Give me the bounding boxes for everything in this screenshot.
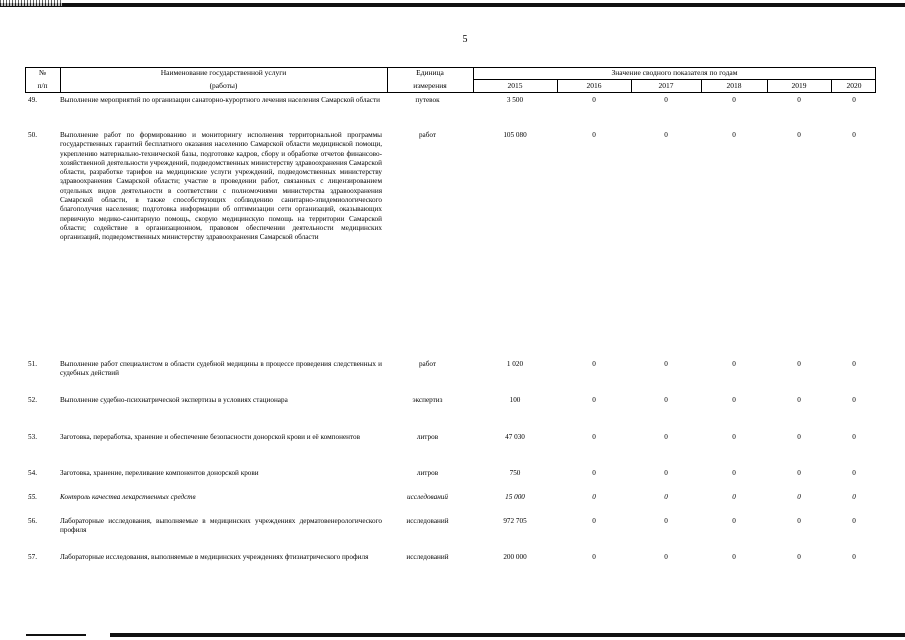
header-name-sub: (работы) <box>209 81 238 90</box>
value-2019: 0 <box>797 553 801 561</box>
value-2018: 0 <box>732 517 736 525</box>
value-2018: 0 <box>732 360 736 368</box>
value-2015: 47 030 <box>505 433 525 441</box>
value-2016: 0 <box>592 396 596 404</box>
value-2017: 0 <box>664 360 668 368</box>
value-2017: 0 <box>664 469 668 477</box>
page-number: 5 <box>462 34 468 45</box>
scan-bottom-edge <box>0 633 905 640</box>
value-2017: 0 <box>664 493 668 501</box>
header-unit: Единица <box>416 68 444 77</box>
row-number: 50. <box>28 131 37 139</box>
service-name: Лабораторные исследования, выполняемые в медицинских учреждениях дерматовенерологического профиля <box>60 517 382 535</box>
value-2017: 0 <box>664 96 668 104</box>
value-2016: 0 <box>592 553 596 561</box>
value-2020: 0 <box>852 360 856 368</box>
value-2019: 0 <box>797 433 801 441</box>
value-2019: 0 <box>797 469 801 477</box>
row-number: 53. <box>28 433 37 441</box>
row-number: 57. <box>28 553 37 561</box>
value-2018: 0 <box>732 493 736 501</box>
value-2016: 0 <box>592 131 596 139</box>
row-number: 49. <box>28 96 37 104</box>
value-2016: 0 <box>592 493 596 501</box>
value-2017: 0 <box>664 433 668 441</box>
value-2019: 0 <box>797 96 801 104</box>
unit: путевок <box>415 96 440 104</box>
value-2018: 0 <box>732 396 736 404</box>
row-number: 56. <box>28 517 37 525</box>
unit: литров <box>416 433 439 441</box>
value-2018: 0 <box>732 553 736 561</box>
header-name: Наименование государственной услуги <box>160 68 287 77</box>
value-2019: 0 <box>797 493 801 501</box>
value-2016: 0 <box>592 360 596 368</box>
header-values-title: Значение сводного показателя по годам <box>611 68 738 77</box>
row-number: 52. <box>28 396 37 404</box>
table-header <box>25 67 876 94</box>
value-2015: 750 <box>509 469 521 477</box>
unit: исследований <box>406 553 449 561</box>
service-name: Выполнение судебно-психиатрической экспертизы в условиях стационара <box>60 396 288 404</box>
value-2015: 200 000 <box>503 553 527 561</box>
header-num: № <box>38 68 47 77</box>
value-2015: 105 080 <box>503 131 527 139</box>
value-2020: 0 <box>852 396 856 404</box>
year-2016: 2016 <box>586 81 602 90</box>
value-2018: 0 <box>732 96 736 104</box>
value-2019: 0 <box>797 517 801 525</box>
unit: работ <box>418 360 437 368</box>
value-2020: 0 <box>852 493 856 501</box>
value-2019: 0 <box>797 396 801 404</box>
value-2015: 100 <box>509 396 521 404</box>
year-2019: 2019 <box>791 81 807 90</box>
value-2020: 0 <box>852 131 856 139</box>
value-2016: 0 <box>592 469 596 477</box>
row-number: 55. <box>28 493 37 501</box>
value-2015: 15 000 <box>505 493 525 501</box>
service-name: Заготовка, хранение, переливание компонентов донорской крови <box>60 469 259 477</box>
unit: работ <box>418 131 437 139</box>
value-2020: 0 <box>852 553 856 561</box>
service-name: Заготовка, переработка, хранение и обеспечение безопасности донорской крови и её компонентов <box>60 433 361 441</box>
value-2018: 0 <box>732 131 736 139</box>
year-2015: 2015 <box>507 81 523 90</box>
service-name: Лабораторные исследования, выполняемые в медицинских учреждениях фтизиатрического профиля <box>60 553 369 561</box>
value-2015: 1 020 <box>506 360 524 368</box>
value-2016: 0 <box>592 517 596 525</box>
year-2017: 2017 <box>658 81 674 90</box>
unit: исследований <box>406 517 449 525</box>
value-2016: 0 <box>592 96 596 104</box>
value-2018: 0 <box>732 469 736 477</box>
value-2020: 0 <box>852 517 856 525</box>
service-name: Выполнение работ по формированию и мониторингу исполнения территориальной программы государственных гарантий бесплатного оказания населению Самарской области медицинской помощи, укреплению материально-технической базы, подготовке кадров, сбору и обработке отчетов финансово-хозяйственной деятельности учреждений, подведомственных министерству здравоохранения Самарской области, разработке тарифов на медицинские услуги учреждений, подведомственных министерству здравоохранения Самарской области; участие в проведении работ, связанных с лицензированием отдельных видов деятельности в соответствии с полномочиями министерства здравоохранения Самарской области, в также способствующих соблюдению санитарно-эпидемиологического благополучия населения; подготовка информации об оптимизации сети организаций, оказывающих первичную медико-санитарную помощь, скорую медицинскую помощь на территории Самарской области; содействие в организационном, правовом обеспечении деятельности медицинских организаций, подведомственных министерству здравоохранения Самарской области <box>60 131 382 242</box>
header-num-sub: п/п <box>37 81 48 90</box>
unit: исследований <box>407 493 448 501</box>
row-number: 54. <box>28 469 37 477</box>
value-2020: 0 <box>852 433 856 441</box>
year-2020: 2020 <box>846 81 862 90</box>
year-2018: 2018 <box>726 81 742 90</box>
unit: литров <box>416 469 439 477</box>
value-2020: 0 <box>852 469 856 477</box>
value-2019: 0 <box>797 360 801 368</box>
value-2017: 0 <box>664 517 668 525</box>
header-unit-sub: измерения <box>413 81 447 90</box>
value-2017: 0 <box>664 553 668 561</box>
scan-artifact <box>0 0 62 6</box>
row-number: 51. <box>28 360 37 368</box>
value-2015: 3 500 <box>506 96 524 104</box>
unit: экспертиз <box>412 396 443 404</box>
service-name: Выполнение работ специалистом в области судебной медицины в процессе проведения следственных и судебных действий <box>60 360 382 378</box>
value-2017: 0 <box>664 131 668 139</box>
value-2020: 0 <box>852 96 856 104</box>
value-2015: 972 705 <box>503 517 527 525</box>
service-name: Выполнение мероприятий по организации санаторно-курортного лечения населения Самарской области <box>60 96 380 104</box>
value-2017: 0 <box>664 396 668 404</box>
value-2016: 0 <box>592 433 596 441</box>
value-2018: 0 <box>732 433 736 441</box>
service-name: Контроль качества лекарственных средств <box>60 493 196 501</box>
scan-top-edge <box>0 0 905 8</box>
value-2019: 0 <box>797 131 801 139</box>
